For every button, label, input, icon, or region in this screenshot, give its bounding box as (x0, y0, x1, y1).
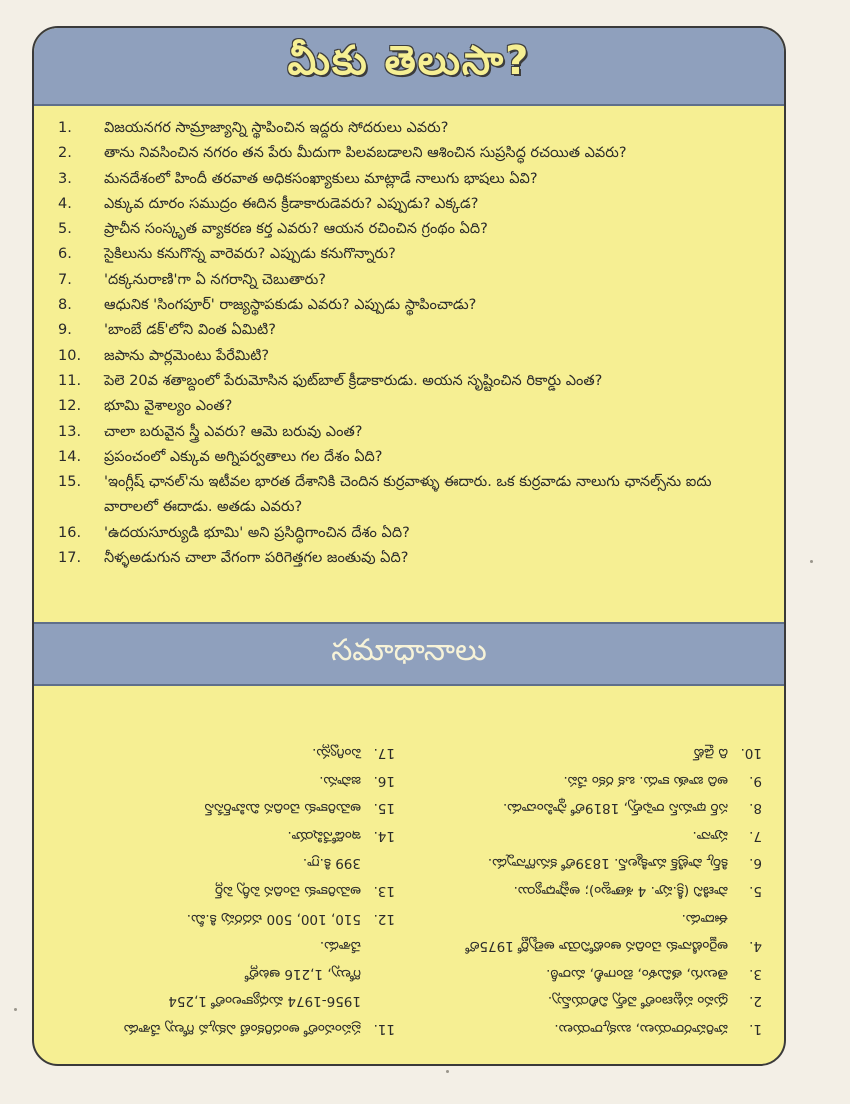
answer-item (56, 821, 395, 849)
question-item (52, 521, 766, 546)
answer-item (56, 932, 395, 960)
question-item-number: 6. (58, 246, 72, 263)
answer-item-text: ధ్రువం పట్టణంలో వెల్స్ విలియమ్స్. (547, 993, 728, 1010)
question-list (34, 106, 784, 622)
question-item-text: ఆధునిక 'సింగపూర్' రాజ్యస్థాపకుడు ఎవరు? ఎప్పుడు స్థాపించాడు? (104, 297, 477, 314)
question-item-number: 17. (58, 550, 82, 567)
question-item-text: విజయనగర సామ్రాజ్యాన్ని స్థాపించిన ఇద్దరు సోదరులు ఎవరు? (104, 120, 449, 136)
question-item-number: 16. (58, 524, 82, 541)
answer-item-number (361, 849, 395, 877)
answer-item-text: అమెరికాకు చెందిన మిహిర్‌సేన్ (204, 800, 361, 817)
answer-item-number (728, 904, 762, 932)
answer-item-number: 16. (373, 772, 395, 789)
quiz-card (32, 26, 786, 1066)
answer-item-number: 2. (749, 993, 762, 1010)
question-item-text: 'బాంబే డక్'లోని వింత ఏమిటి? (104, 322, 276, 339)
page-title: మీకు తెలుసా? (287, 38, 531, 84)
question-item-text: తాను నివసించిన నగరం తన పేరు మీదుగా పిలవబడాలని ఆశించిన సుప్రసిద్ధ రచయిత ఎవరు? (104, 145, 627, 162)
answer-item-number: 4. (749, 938, 762, 955)
answer-item-text: ప్రపంచంలో అందరికంటే ఎక్కువ గోల్సు చేశాడు (123, 1021, 361, 1037)
answer-item-number: 12. (373, 910, 395, 927)
question-item-text: ఎక్కువ దూరం సముద్రం ఈదిన క్రీడాకారుడెవరు? ఎప్పుడు? ఎక్కడ? (104, 195, 479, 212)
question-item-number: 5. (58, 221, 72, 238)
answer-item-text: 1956-1974 మధ్యకాలంలో 1,254 (168, 993, 361, 1010)
question-item-number: 1. (58, 120, 72, 136)
answer-item (423, 987, 762, 1015)
paper-speck (14, 1008, 17, 1011)
answer-item-text: గోల్సు, 1,216 ఆటల్లో (244, 965, 361, 982)
question-item-number: 7. (58, 271, 72, 288)
question-item-text: మనదేశంలో హిందీ తరవాత అధికసంఖ్యాకులు మాట్లాడే నాలుగు భాషలు ఏవి? (104, 170, 538, 187)
question-item-text: నీళ్ళఅడుగున చాలా వేగంగా పరిగెత్తగల జంతువు ఏది? (104, 550, 409, 567)
answer-item (56, 987, 395, 1015)
answer-item-text: చేశాడు. (319, 938, 361, 955)
answer-item (56, 849, 395, 877)
answer-item (423, 794, 762, 822)
answer-item-number: 13. (373, 883, 395, 900)
answer-item-number: 1. (749, 1021, 762, 1037)
answer-item (56, 959, 395, 987)
question-item (52, 217, 766, 242)
answer-item-text: ది డైట్ (693, 745, 728, 762)
answers-title: సమాధానాలు (331, 633, 487, 668)
question-item-number: 8. (58, 297, 72, 314)
answer-item-number: 17. (373, 745, 395, 762)
answer-item (56, 794, 395, 822)
question-item-text: భూమి వైశాల్యం ఎంత? (104, 398, 233, 415)
answer-item (56, 904, 395, 932)
answer-item-text: పూనా. (692, 827, 728, 844)
answer-item-number: 5. (749, 883, 762, 900)
answer-item-text: హరిహరరాయలు, బుక్కరాయలు. (554, 1021, 728, 1037)
question-item-text: 'ఇంగ్లీష్ ఛానల్'ను ఇటీవల భారత దేశానికి చెందిన కుర్రవాళ్ళు ఈదారు. ఒక కుర్రవాడు నాలుగు ఛానల్స్‌ను ఐదు వారాలలో ఈదాడు. అతడు ఎవరు? (104, 474, 712, 516)
question-item-number: 2. (58, 145, 72, 162)
question-item-text: ప్రాచీన సంస్కృత వ్యాకరణ కర్త ఎవరు? ఆయన రచించిన గ్రంథం ఏది? (104, 221, 488, 238)
answer-item-text: సర్ థామస్ రాఫెల్స్, 1819లో స్థాపించాడు. (502, 800, 728, 817)
question-item-text: ప్రపంచంలో ఎక్కువ అగ్నిపర్వతాలు గల దేశం ఏది? (104, 448, 383, 465)
answer-item-number: 10. (740, 745, 762, 762)
question-item (52, 344, 766, 369)
answer-item (423, 821, 762, 849)
question-item-number: 3. (58, 170, 72, 187)
answer-item-number: 9. (749, 772, 762, 789)
question-item (52, 167, 766, 192)
answer-item (56, 766, 395, 794)
answer-item-text: 510, 100, 500 చదరపు కి.మీ. (186, 910, 361, 927)
question-item-text: 'ఉదయసూర్యుడి భూమి' అని ప్రసిద్ధిగాంచిన దేశం ఏది? (104, 524, 410, 541)
answer-item-number (361, 932, 395, 960)
question-item (52, 470, 766, 521)
answer-item-number: 15. (373, 800, 395, 817)
answer-item (423, 876, 762, 904)
answer-item (56, 876, 395, 904)
answer-item-number: 11. (373, 1021, 395, 1037)
answer-item-text: అర్జెంటీనాకు చెందిన ఆంటోనియో అల్బెర్టో 1975లో (465, 938, 728, 955)
question-item (52, 369, 766, 394)
answer-item (423, 932, 762, 960)
question-item (52, 242, 766, 267)
answer-item-number: 7. (749, 827, 762, 844)
answer-item (423, 849, 762, 877)
question-item-number: 4. (58, 195, 72, 212)
answer-item-text: జపాను. (319, 772, 361, 789)
answer-item-text: తెలుగు, తమిళం, బెంగాలీ, మరాఠీ. (546, 965, 728, 982)
question-item-text: చాలా బరువైన స్త్రీ ఎవరు? ఆమె బరువు ఎంత? (104, 423, 363, 440)
answer-item-text: పాణిని (క్రీ.పూ. 4 శతాబ్దం); అష్టాధ్యాయి. (513, 883, 728, 900)
question-item (52, 445, 766, 470)
question-item (52, 116, 766, 141)
question-item (52, 318, 766, 343)
answer-item-number: 14. (373, 827, 395, 844)
answer-item-text: 399 కి.గ్రా. (302, 855, 361, 872)
question-item-text: జపాను పార్లమెంటు పేరేమిటి? (104, 347, 270, 364)
question-item-text: సైకిలును కనుగొన్న వారెవరు? ఎప్పుడు కనుగొన్నారు? (104, 246, 396, 263)
answer-item (423, 738, 762, 766)
answer-item (56, 1014, 395, 1042)
question-item (52, 192, 766, 217)
title-banner (34, 28, 784, 106)
question-item-number: 14. (58, 448, 82, 465)
answers-column-right (56, 716, 395, 1042)
question-item-number: 15. (58, 474, 82, 491)
question-item (52, 268, 766, 293)
answer-item-text: ఇండోనేషియా. (287, 827, 361, 844)
question-item-number: 11. (58, 372, 82, 389)
answer-item-text: ఈదాడు. (681, 910, 728, 927)
question-item (52, 546, 766, 571)
answer-item-number: 6. (749, 855, 762, 872)
paper-speck (810, 560, 813, 563)
answer-item-text: పెంగ్విన్లు. (312, 745, 361, 762)
answer-item-number: 8. (749, 800, 762, 817)
answers-section (34, 716, 784, 1064)
answer-item-number (361, 959, 395, 987)
answer-item-text: అది బాతు కాదు. ఒక రకం చేప. (563, 772, 728, 789)
answer-item-text: అమెరికాకు చెందిన పెర్సీ పెర్ల్ (214, 883, 361, 900)
question-item-text: 'దక్కనురాణి'గా ఏ నగరాన్ని చెబుతారు? (104, 271, 326, 288)
question-item-number: 13. (58, 423, 82, 440)
question-item (52, 394, 766, 419)
paper-speck (446, 1070, 449, 1073)
answer-item (56, 738, 395, 766)
question-item (52, 293, 766, 318)
question-item-number: 12. (58, 398, 82, 415)
answer-item-number: 3. (749, 965, 762, 982)
answers-column-left (423, 716, 762, 1042)
answers-banner (34, 622, 784, 686)
answer-item-text: కిర్క్ పాట్రిక్ మాక్మిలన్. 1839లో కనుగొన్నాడు. (487, 855, 728, 872)
answer-item (423, 1014, 762, 1042)
question-item-number: 9. (58, 322, 72, 339)
question-item (52, 420, 766, 445)
question-item-text: పెలె 20వ శతాబ్దంలో పేరుమోసిన ఫుట్‌బాల్ క్రీడాకారుడు. అయన సృష్టించిన రికార్డు ఎంత? (104, 372, 603, 389)
answer-item (423, 904, 762, 932)
answer-item-number (361, 987, 395, 1015)
question-item (52, 141, 766, 166)
answer-item (423, 766, 762, 794)
question-item-number: 10. (58, 347, 82, 364)
answer-item (423, 959, 762, 987)
